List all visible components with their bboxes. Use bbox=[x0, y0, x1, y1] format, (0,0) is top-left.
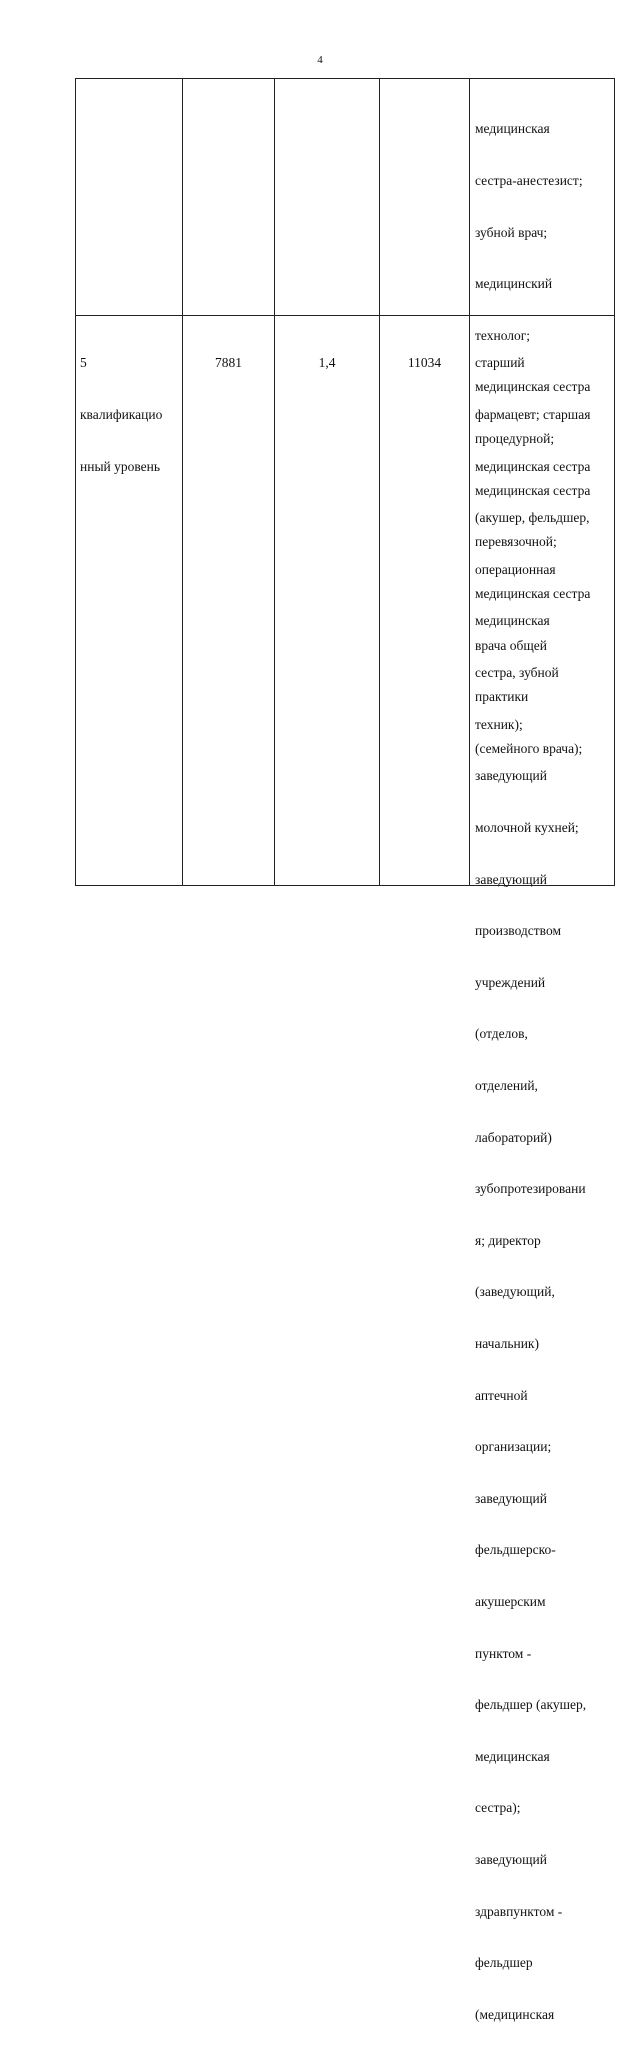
column-divider bbox=[182, 79, 183, 885]
position-line: лабораторий) bbox=[475, 1129, 552, 1145]
position-line: заведующий bbox=[475, 1852, 547, 1868]
position-line: медицинская сестра bbox=[475, 379, 591, 395]
position-line: молочной кухней; bbox=[475, 819, 579, 835]
position-line: фармацевт; старшая bbox=[475, 407, 591, 423]
position-line: техник); bbox=[475, 716, 523, 732]
position-line: (семейного врача); bbox=[475, 740, 583, 756]
position-line: (акушер, фельдшер, bbox=[475, 510, 590, 526]
position-line: процедурной; bbox=[475, 431, 555, 447]
position-line: заведующий bbox=[475, 1490, 547, 1506]
position-line: старший bbox=[475, 355, 525, 371]
position-line: сестра-анестезист; bbox=[475, 173, 583, 189]
position-line: сестра); bbox=[475, 1800, 521, 1816]
level-number: 5 bbox=[80, 355, 87, 371]
total-cell bbox=[380, 320, 469, 406]
position-line: медицинская сестра bbox=[475, 482, 591, 498]
position-line: (медицинская bbox=[475, 2006, 555, 2022]
position-line: медицинская сестра bbox=[475, 585, 591, 601]
column-divider bbox=[469, 79, 470, 885]
salary-value: 7881 bbox=[215, 355, 242, 371]
position-line: организации; bbox=[475, 1439, 552, 1455]
position-line: операционная bbox=[475, 561, 556, 577]
position-line: сестра, зубной bbox=[475, 665, 559, 681]
position-line: учреждений bbox=[475, 974, 546, 990]
position-line: врача общей bbox=[475, 637, 547, 653]
coefficient-value: 1,4 bbox=[318, 355, 336, 371]
position-line: перевязочной; bbox=[475, 534, 557, 550]
position-line: зубопротезировани bbox=[475, 1181, 586, 1197]
position-line: аптечной bbox=[475, 1387, 528, 1403]
position-line: фельдшер bbox=[475, 1955, 533, 1971]
position-line: пунктом - bbox=[475, 1645, 532, 1661]
positions-cell bbox=[475, 320, 590, 2058]
qualification-level-cell bbox=[80, 320, 162, 509]
column-divider bbox=[379, 79, 380, 885]
position-line: зубной врач; bbox=[475, 224, 548, 240]
level-text: нный уровень bbox=[80, 458, 161, 474]
position-line: медицинский bbox=[475, 276, 553, 292]
page-number: 4 bbox=[317, 54, 323, 66]
position-line: заведующий bbox=[475, 871, 547, 887]
position-line: здравпунктом - bbox=[475, 1903, 563, 1919]
column-divider bbox=[274, 79, 275, 885]
position-line: медицинская bbox=[475, 121, 550, 137]
position-line: технолог; bbox=[475, 327, 531, 343]
position-line: (отделов, bbox=[475, 1026, 528, 1042]
position-line: акушерским bbox=[475, 1594, 546, 1610]
level-text: квалификацио bbox=[80, 407, 163, 423]
position-line: фельдшерско- bbox=[475, 1542, 556, 1558]
position-line: (заведующий, bbox=[475, 1284, 555, 1300]
total-value: 11034 bbox=[407, 355, 442, 371]
position-line: практики bbox=[475, 689, 529, 705]
position-line: медицинская bbox=[475, 1748, 550, 1764]
coefficient-cell bbox=[275, 320, 379, 406]
position-line: я; директор bbox=[475, 1232, 541, 1248]
position-line: фельдшер (акушер, bbox=[475, 1697, 587, 1713]
position-line: начальник) bbox=[475, 1335, 539, 1351]
salary-cell bbox=[183, 320, 274, 406]
position-line: отделений, bbox=[475, 1077, 538, 1093]
qualification-table bbox=[75, 78, 615, 2022]
position-line: медицинская сестра bbox=[475, 458, 591, 474]
position-line: медицинская bbox=[475, 613, 550, 629]
position-line: заведующий bbox=[475, 768, 547, 784]
position-line: производством bbox=[475, 923, 562, 939]
